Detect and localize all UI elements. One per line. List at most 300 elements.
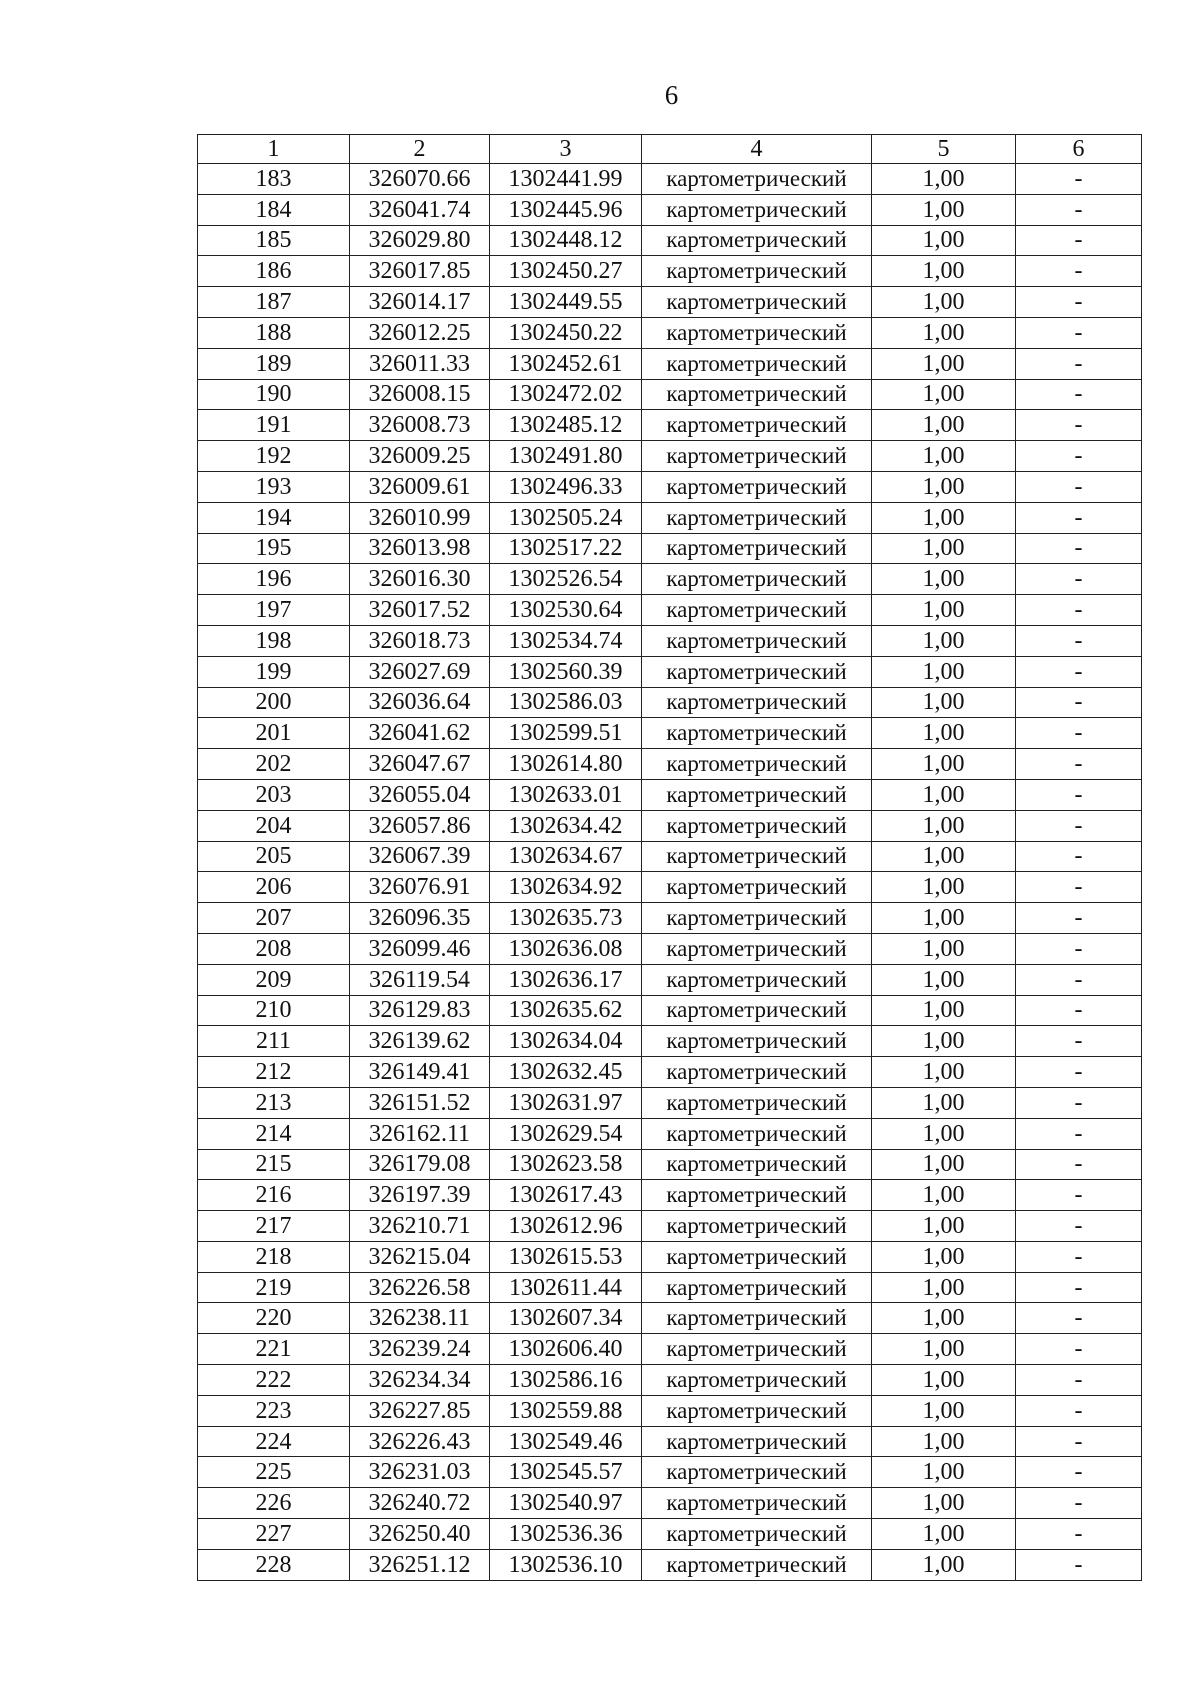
x-coordinate-cell: 326055.04 <box>350 779 490 810</box>
description-cell: - <box>1016 441 1142 472</box>
x-coordinate-cell: 326027.69 <box>350 656 490 687</box>
description-cell: - <box>1016 256 1142 287</box>
point-number-cell: 212 <box>198 1057 350 1088</box>
table-row <box>198 164 1142 195</box>
table-row <box>198 749 1142 780</box>
method-cell: картометрический <box>642 1426 872 1457</box>
point-number-cell: 193 <box>198 471 350 502</box>
point-number-cell: 188 <box>198 317 350 348</box>
point-number-cell: 226 <box>198 1488 350 1519</box>
y-coordinate-cell: 1302629.54 <box>490 1118 642 1149</box>
accuracy-cell: 1,00 <box>872 841 1016 872</box>
description-cell: - <box>1016 1549 1142 1580</box>
table-row <box>198 502 1142 533</box>
table-row <box>198 225 1142 256</box>
table-row <box>198 1334 1142 1365</box>
accuracy-cell: 1,00 <box>872 1026 1016 1057</box>
point-number-cell: 200 <box>198 687 350 718</box>
accuracy-cell: 1,00 <box>872 379 1016 410</box>
method-cell: картометрический <box>642 256 872 287</box>
y-coordinate-cell: 1302586.03 <box>490 687 642 718</box>
y-coordinate-cell: 1302631.97 <box>490 1087 642 1118</box>
description-cell: - <box>1016 379 1142 410</box>
x-coordinate-cell: 326057.86 <box>350 810 490 841</box>
method-cell: картометрический <box>642 1395 872 1426</box>
description-cell: - <box>1016 841 1142 872</box>
column-header: 3 <box>490 135 642 164</box>
x-coordinate-cell: 326238.11 <box>350 1303 490 1334</box>
method-cell: картометрический <box>642 1241 872 1272</box>
x-coordinate-cell: 326008.73 <box>350 410 490 441</box>
point-number-cell: 203 <box>198 779 350 810</box>
table-row <box>198 933 1142 964</box>
y-coordinate-cell: 1302445.96 <box>490 194 642 225</box>
y-coordinate-cell: 1302633.01 <box>490 779 642 810</box>
point-number-cell: 216 <box>198 1180 350 1211</box>
table-row <box>198 287 1142 318</box>
accuracy-cell: 1,00 <box>872 933 1016 964</box>
accuracy-cell: 1,00 <box>872 317 1016 348</box>
accuracy-cell: 1,00 <box>872 1272 1016 1303</box>
y-coordinate-cell: 1302611.44 <box>490 1272 642 1303</box>
y-coordinate-cell: 1302635.62 <box>490 995 642 1026</box>
method-cell: картометрический <box>642 841 872 872</box>
y-coordinate-cell: 1302450.27 <box>490 256 642 287</box>
point-number-cell: 184 <box>198 194 350 225</box>
accuracy-cell: 1,00 <box>872 441 1016 472</box>
point-number-cell: 214 <box>198 1118 350 1149</box>
description-cell: - <box>1016 933 1142 964</box>
x-coordinate-cell: 326226.58 <box>350 1272 490 1303</box>
x-coordinate-cell: 326017.52 <box>350 595 490 626</box>
description-cell: - <box>1016 194 1142 225</box>
x-coordinate-cell: 326139.62 <box>350 1026 490 1057</box>
x-coordinate-cell: 326227.85 <box>350 1395 490 1426</box>
y-coordinate-cell: 1302634.67 <box>490 841 642 872</box>
x-coordinate-cell: 326129.83 <box>350 995 490 1026</box>
description-cell: - <box>1016 718 1142 749</box>
point-number-cell: 211 <box>198 1026 350 1057</box>
point-number-cell: 224 <box>198 1426 350 1457</box>
description-cell: - <box>1016 749 1142 780</box>
x-coordinate-cell: 326119.54 <box>350 964 490 995</box>
method-cell: картометрический <box>642 1087 872 1118</box>
method-cell: картометрический <box>642 379 872 410</box>
x-coordinate-cell: 326250.40 <box>350 1519 490 1550</box>
table-row <box>198 810 1142 841</box>
x-coordinate-cell: 326009.25 <box>350 441 490 472</box>
point-number-cell: 222 <box>198 1365 350 1396</box>
y-coordinate-cell: 1302485.12 <box>490 410 642 441</box>
accuracy-cell: 1,00 <box>872 1395 1016 1426</box>
y-coordinate-cell: 1302505.24 <box>490 502 642 533</box>
description-cell: - <box>1016 1057 1142 1088</box>
method-cell: картометрический <box>642 1457 872 1488</box>
x-coordinate-cell: 326234.34 <box>350 1365 490 1396</box>
x-coordinate-cell: 326010.99 <box>350 502 490 533</box>
description-cell: - <box>1016 348 1142 379</box>
accuracy-cell: 1,00 <box>872 718 1016 749</box>
accuracy-cell: 1,00 <box>872 287 1016 318</box>
method-cell: картометрический <box>642 779 872 810</box>
accuracy-cell: 1,00 <box>872 995 1016 1026</box>
column-header: 5 <box>872 135 1016 164</box>
x-coordinate-cell: 326099.46 <box>350 933 490 964</box>
description-cell: - <box>1016 1211 1142 1242</box>
method-cell: картометрический <box>642 164 872 195</box>
table-row <box>198 1549 1142 1580</box>
point-number-cell: 199 <box>198 656 350 687</box>
x-coordinate-cell: 326215.04 <box>350 1241 490 1272</box>
y-coordinate-cell: 1302634.04 <box>490 1026 642 1057</box>
method-cell: картометрический <box>642 471 872 502</box>
accuracy-cell: 1,00 <box>872 903 1016 934</box>
description-cell: - <box>1016 1488 1142 1519</box>
point-number-cell: 202 <box>198 749 350 780</box>
point-number-cell: 201 <box>198 718 350 749</box>
x-coordinate-cell: 326018.73 <box>350 625 490 656</box>
y-coordinate-cell: 1302586.16 <box>490 1365 642 1396</box>
accuracy-cell: 1,00 <box>872 1180 1016 1211</box>
accuracy-cell: 1,00 <box>872 1211 1016 1242</box>
point-number-cell: 228 <box>198 1549 350 1580</box>
accuracy-cell: 1,00 <box>872 502 1016 533</box>
x-coordinate-cell: 326047.67 <box>350 749 490 780</box>
method-cell: картометрический <box>642 810 872 841</box>
method-cell: картометрический <box>642 1026 872 1057</box>
method-cell: картометрический <box>642 964 872 995</box>
point-number-cell: 191 <box>198 410 350 441</box>
method-cell: картометрический <box>642 1519 872 1550</box>
description-cell: - <box>1016 1087 1142 1118</box>
table-row <box>198 1272 1142 1303</box>
y-coordinate-cell: 1302526.54 <box>490 564 642 595</box>
description-cell: - <box>1016 533 1142 564</box>
x-coordinate-cell: 326179.08 <box>350 1149 490 1180</box>
y-coordinate-cell: 1302559.88 <box>490 1395 642 1426</box>
y-coordinate-cell: 1302606.40 <box>490 1334 642 1365</box>
method-cell: картометрический <box>642 656 872 687</box>
column-header: 2 <box>350 135 490 164</box>
x-coordinate-cell: 326008.15 <box>350 379 490 410</box>
point-number-cell: 205 <box>198 841 350 872</box>
description-cell: - <box>1016 595 1142 626</box>
accuracy-cell: 1,00 <box>872 872 1016 903</box>
table-row <box>198 194 1142 225</box>
method-cell: картометрический <box>642 1180 872 1211</box>
method-cell: картометрический <box>642 564 872 595</box>
accuracy-cell: 1,00 <box>872 225 1016 256</box>
method-cell: картометрический <box>642 872 872 903</box>
accuracy-cell: 1,00 <box>872 964 1016 995</box>
accuracy-cell: 1,00 <box>872 1488 1016 1519</box>
accuracy-cell: 1,00 <box>872 1087 1016 1118</box>
table-row <box>198 779 1142 810</box>
description-cell: - <box>1016 810 1142 841</box>
accuracy-cell: 1,00 <box>872 1303 1016 1334</box>
y-coordinate-cell: 1302612.96 <box>490 1211 642 1242</box>
y-coordinate-cell: 1302452.61 <box>490 348 642 379</box>
accuracy-cell: 1,00 <box>872 1057 1016 1088</box>
x-coordinate-cell: 326011.33 <box>350 348 490 379</box>
table-row <box>198 687 1142 718</box>
y-coordinate-cell: 1302545.57 <box>490 1457 642 1488</box>
x-coordinate-cell: 326009.61 <box>350 471 490 502</box>
table-row <box>198 995 1142 1026</box>
table-row <box>198 595 1142 626</box>
x-coordinate-cell: 326197.39 <box>350 1180 490 1211</box>
point-number-cell: 223 <box>198 1395 350 1426</box>
method-cell: картометрический <box>642 1149 872 1180</box>
x-coordinate-cell: 326210.71 <box>350 1211 490 1242</box>
point-number-cell: 209 <box>198 964 350 995</box>
table-row <box>198 533 1142 564</box>
accuracy-cell: 1,00 <box>872 1549 1016 1580</box>
table-row <box>198 410 1142 441</box>
y-coordinate-cell: 1302615.53 <box>490 1241 642 1272</box>
description-cell: - <box>1016 656 1142 687</box>
method-cell: картометрический <box>642 1334 872 1365</box>
description-cell: - <box>1016 625 1142 656</box>
y-coordinate-cell: 1302491.80 <box>490 441 642 472</box>
point-number-cell: 192 <box>198 441 350 472</box>
method-cell: картометрический <box>642 410 872 441</box>
description-cell: - <box>1016 1241 1142 1272</box>
description-cell: - <box>1016 1026 1142 1057</box>
accuracy-cell: 1,00 <box>872 1519 1016 1550</box>
method-cell: картометрический <box>642 1211 872 1242</box>
y-coordinate-cell: 1302617.43 <box>490 1180 642 1211</box>
point-number-cell: 185 <box>198 225 350 256</box>
point-number-cell: 219 <box>198 1272 350 1303</box>
method-cell: картометрический <box>642 718 872 749</box>
table-row <box>198 256 1142 287</box>
table-row <box>198 718 1142 749</box>
y-coordinate-cell: 1302636.17 <box>490 964 642 995</box>
coordinates-table <box>197 134 1142 1581</box>
accuracy-cell: 1,00 <box>872 564 1016 595</box>
table-row <box>198 379 1142 410</box>
y-coordinate-cell: 1302634.92 <box>490 872 642 903</box>
table-row <box>198 1395 1142 1426</box>
point-number-cell: 210 <box>198 995 350 1026</box>
point-number-cell: 183 <box>198 164 350 195</box>
description-cell: - <box>1016 1118 1142 1149</box>
accuracy-cell: 1,00 <box>872 779 1016 810</box>
point-number-cell: 218 <box>198 1241 350 1272</box>
table-row <box>198 903 1142 934</box>
description-cell: - <box>1016 164 1142 195</box>
description-cell: - <box>1016 903 1142 934</box>
y-coordinate-cell: 1302472.02 <box>490 379 642 410</box>
point-number-cell: 221 <box>198 1334 350 1365</box>
table-row <box>198 872 1142 903</box>
column-header: 1 <box>198 135 350 164</box>
accuracy-cell: 1,00 <box>872 1241 1016 1272</box>
accuracy-cell: 1,00 <box>872 1365 1016 1396</box>
column-header: 4 <box>642 135 872 164</box>
description-cell: - <box>1016 317 1142 348</box>
x-coordinate-cell: 326149.41 <box>350 1057 490 1088</box>
method-cell: картометрический <box>642 1549 872 1580</box>
y-coordinate-cell: 1302450.22 <box>490 317 642 348</box>
table-row <box>198 1118 1142 1149</box>
y-coordinate-cell: 1302623.58 <box>490 1149 642 1180</box>
point-number-cell: 190 <box>198 379 350 410</box>
y-coordinate-cell: 1302560.39 <box>490 656 642 687</box>
description-cell: - <box>1016 872 1142 903</box>
x-coordinate-cell: 326014.17 <box>350 287 490 318</box>
table-row <box>198 317 1142 348</box>
description-cell: - <box>1016 995 1142 1026</box>
method-cell: картометрический <box>642 933 872 964</box>
accuracy-cell: 1,00 <box>872 471 1016 502</box>
accuracy-cell: 1,00 <box>872 625 1016 656</box>
point-number-cell: 225 <box>198 1457 350 1488</box>
table-row <box>198 841 1142 872</box>
table-row <box>198 1519 1142 1550</box>
y-coordinate-cell: 1302549.46 <box>490 1426 642 1457</box>
method-cell: картометрический <box>642 687 872 718</box>
table-row <box>198 656 1142 687</box>
x-coordinate-cell: 326151.52 <box>350 1087 490 1118</box>
description-cell: - <box>1016 287 1142 318</box>
accuracy-cell: 1,00 <box>872 1426 1016 1457</box>
method-cell: картометрический <box>642 1488 872 1519</box>
y-coordinate-cell: 1302530.64 <box>490 595 642 626</box>
table-header-row <box>198 135 1142 164</box>
accuracy-cell: 1,00 <box>872 1118 1016 1149</box>
method-cell: картометрический <box>642 995 872 1026</box>
description-cell: - <box>1016 502 1142 533</box>
description-cell: - <box>1016 1519 1142 1550</box>
table-row <box>198 1426 1142 1457</box>
point-number-cell: 204 <box>198 810 350 841</box>
accuracy-cell: 1,00 <box>872 410 1016 441</box>
table-row <box>198 1180 1142 1211</box>
column-header: 6 <box>1016 135 1142 164</box>
description-cell: - <box>1016 687 1142 718</box>
method-cell: картометрический <box>642 749 872 780</box>
table-row <box>198 1303 1142 1334</box>
x-coordinate-cell: 326017.85 <box>350 256 490 287</box>
method-cell: картометрический <box>642 903 872 934</box>
table-row <box>198 441 1142 472</box>
accuracy-cell: 1,00 <box>872 1334 1016 1365</box>
point-number-cell: 213 <box>198 1087 350 1118</box>
method-cell: картометрический <box>642 533 872 564</box>
accuracy-cell: 1,00 <box>872 164 1016 195</box>
method-cell: картометрический <box>642 348 872 379</box>
point-number-cell: 208 <box>198 933 350 964</box>
y-coordinate-cell: 1302636.08 <box>490 933 642 964</box>
description-cell: - <box>1016 1149 1142 1180</box>
table-row <box>198 1057 1142 1088</box>
y-coordinate-cell: 1302449.55 <box>490 287 642 318</box>
y-coordinate-cell: 1302614.80 <box>490 749 642 780</box>
point-number-cell: 194 <box>198 502 350 533</box>
point-number-cell: 198 <box>198 625 350 656</box>
accuracy-cell: 1,00 <box>872 348 1016 379</box>
x-coordinate-cell: 326226.43 <box>350 1426 490 1457</box>
table-row <box>198 1149 1142 1180</box>
table-row <box>198 1365 1142 1396</box>
x-coordinate-cell: 326041.74 <box>350 194 490 225</box>
accuracy-cell: 1,00 <box>872 256 1016 287</box>
accuracy-cell: 1,00 <box>872 749 1016 780</box>
accuracy-cell: 1,00 <box>872 194 1016 225</box>
description-cell: - <box>1016 1180 1142 1211</box>
accuracy-cell: 1,00 <box>872 687 1016 718</box>
method-cell: картометрический <box>642 1365 872 1396</box>
description-cell: - <box>1016 1457 1142 1488</box>
point-number-cell: 207 <box>198 903 350 934</box>
y-coordinate-cell: 1302448.12 <box>490 225 642 256</box>
accuracy-cell: 1,00 <box>872 656 1016 687</box>
point-number-cell: 187 <box>198 287 350 318</box>
table-row <box>198 1087 1142 1118</box>
description-cell: - <box>1016 1303 1142 1334</box>
x-coordinate-cell: 326239.24 <box>350 1334 490 1365</box>
y-coordinate-cell: 1302634.42 <box>490 810 642 841</box>
point-number-cell: 186 <box>198 256 350 287</box>
table-body <box>198 164 1142 1581</box>
accuracy-cell: 1,00 <box>872 1457 1016 1488</box>
table-row <box>198 964 1142 995</box>
description-cell: - <box>1016 1426 1142 1457</box>
x-coordinate-cell: 326231.03 <box>350 1457 490 1488</box>
y-coordinate-cell: 1302441.99 <box>490 164 642 195</box>
x-coordinate-cell: 326036.64 <box>350 687 490 718</box>
x-coordinate-cell: 326029.80 <box>350 225 490 256</box>
description-cell: - <box>1016 1365 1142 1396</box>
y-coordinate-cell: 1302635.73 <box>490 903 642 934</box>
description-cell: - <box>1016 471 1142 502</box>
method-cell: картометрический <box>642 625 872 656</box>
accuracy-cell: 1,00 <box>872 595 1016 626</box>
description-cell: - <box>1016 1334 1142 1365</box>
accuracy-cell: 1,00 <box>872 810 1016 841</box>
method-cell: картометрический <box>642 1118 872 1149</box>
table-row <box>198 471 1142 502</box>
point-number-cell: 215 <box>198 1149 350 1180</box>
x-coordinate-cell: 326096.35 <box>350 903 490 934</box>
description-cell: - <box>1016 964 1142 995</box>
table-row <box>198 348 1142 379</box>
x-coordinate-cell: 326067.39 <box>350 841 490 872</box>
method-cell: картометрический <box>642 317 872 348</box>
y-coordinate-cell: 1302536.10 <box>490 1549 642 1580</box>
x-coordinate-cell: 326162.11 <box>350 1118 490 1149</box>
point-number-cell: 197 <box>198 595 350 626</box>
accuracy-cell: 1,00 <box>872 533 1016 564</box>
method-cell: картометрический <box>642 502 872 533</box>
page-number: 6 <box>664 80 679 110</box>
method-cell: картометрический <box>642 1272 872 1303</box>
table-row <box>198 1241 1142 1272</box>
point-number-cell: 227 <box>198 1519 350 1550</box>
point-number-cell: 206 <box>198 872 350 903</box>
table-row <box>198 1488 1142 1519</box>
description-cell: - <box>1016 225 1142 256</box>
method-cell: картометрический <box>642 595 872 626</box>
y-coordinate-cell: 1302534.74 <box>490 625 642 656</box>
method-cell: картометрический <box>642 225 872 256</box>
x-coordinate-cell: 326012.25 <box>350 317 490 348</box>
x-coordinate-cell: 326070.66 <box>350 164 490 195</box>
table-row <box>198 1211 1142 1242</box>
x-coordinate-cell: 326076.91 <box>350 872 490 903</box>
